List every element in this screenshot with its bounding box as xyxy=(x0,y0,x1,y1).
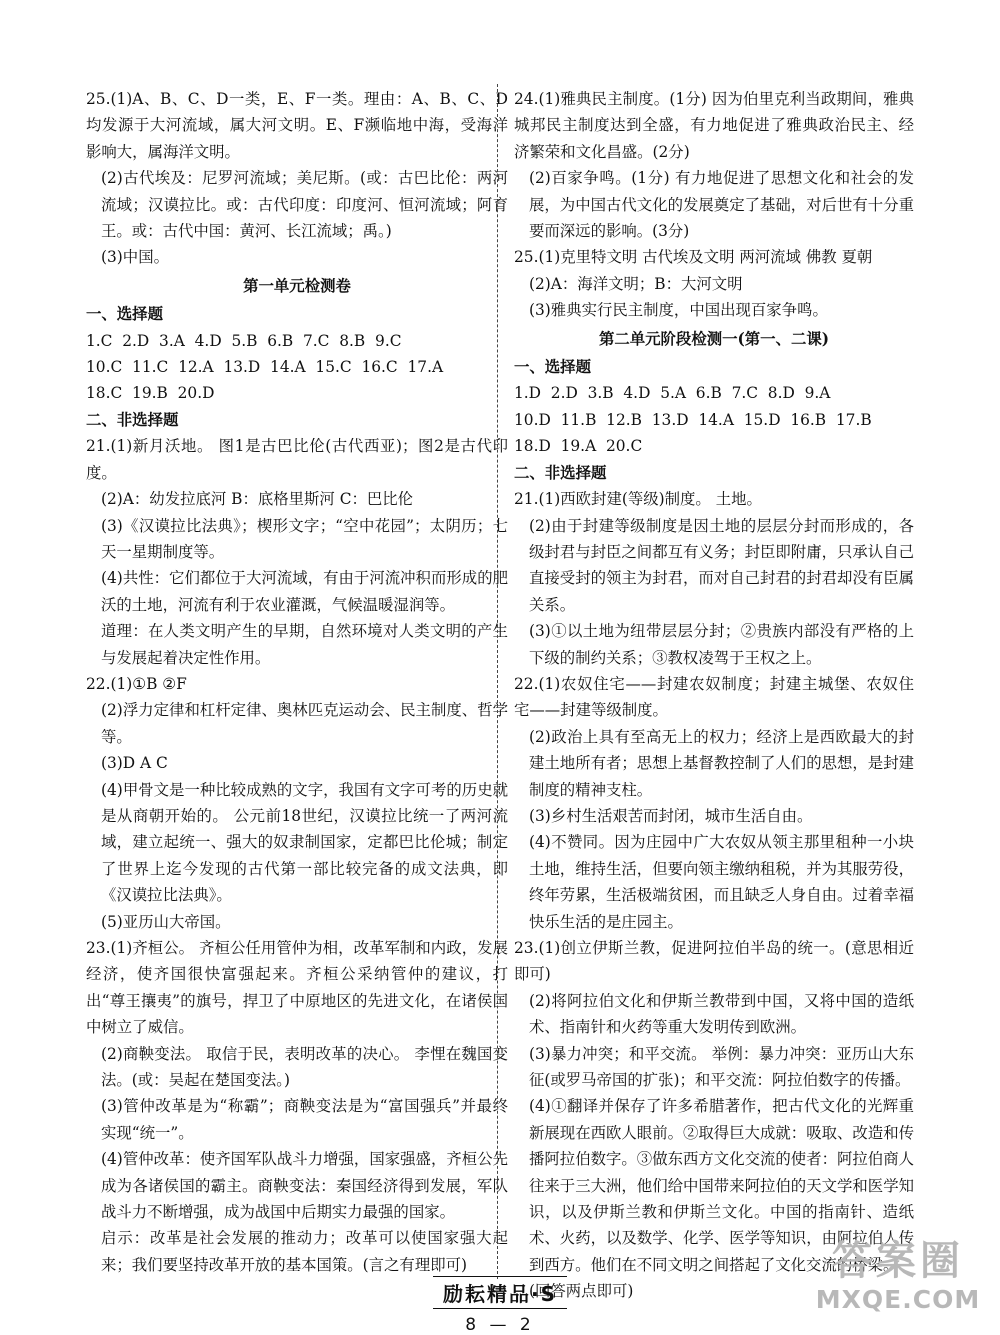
r-q23-part2: (2)将阿拉伯文化和伊斯兰教带到中国，又将中国的造纸术、指南针和火药等重大发明传到欧洲。 xyxy=(529,991,914,1037)
unit2-title: 第二单元阶段检测一(第一、二课) xyxy=(598,329,830,348)
watermark-url: MXQE.COM xyxy=(815,1285,981,1314)
r-q21-part2: (2)由于封建等级制度是因土地的层层分封而形成的，各级封君与封臣之间都互有义务；封臣即附庸，只承认自己直接受封的领主为封君，而对自己封君的封君却没有臣属关系。 xyxy=(529,516,914,614)
q22-part3: (3)D A C xyxy=(101,754,168,773)
r-q22-part1: 22.(1)农奴住宅——封建农奴制度；封建主城堡、农奴住宅——封建等级制度。 xyxy=(514,674,914,720)
q23-part3: (3)管仲改革是为“称霸”；商鞅变法是为“富国强兵”并最终实现“统一”。 xyxy=(101,1097,508,1142)
q21-part2: (2)A：幼发拉底河 B：底格里斯河 C：巴比伦 xyxy=(101,490,414,509)
q23-part4: (4)管仲改革：使齐国军队战斗力增强，国家强盛，齐桓公先成为各诸侯国的霸主。商鞅变法：秦国经济得到发展，军队战斗力不断增强，成为战国中后期实力最强的国家。 xyxy=(101,1150,508,1222)
r-q23-part3: (3)暴力冲突；和平交流。 举例：暴力冲突：亚历山大东征(或罗马帝国的扩张)；和平交流：阿拉伯数字的传播。 xyxy=(529,1044,914,1090)
left-column xyxy=(86,86,508,1278)
r-q23-part1: 23.(1)创立伊斯兰教，促进阿拉伯半岛的统一。(意思相近即可) xyxy=(514,939,914,984)
r-choice-row-2: 10.D 11.B 12.B 13.D 14.A 15.D 16.B 17.B xyxy=(514,410,872,429)
page-number: 8 — 2 xyxy=(465,1315,535,1335)
q23-part2: (2)商鞅变法。 取信于民，表明改革的决心。 李悝在魏国变法。(或：吴起在楚国变法。) xyxy=(101,1044,508,1090)
r-q25-part3: (3)雅典实行民主制度，中国出现百家争鸣。 xyxy=(529,301,828,320)
r-q22-part4: (4)不赞同。因为庄园中广大农奴从领主那里租种一小块土地，维持生活，但要向领主缴纳租税，并为其服劳役，终年劳累，生活极端贫困，而且缺乏人身自由。过着幸福快乐生活的是庄园主。 xyxy=(529,833,914,931)
brand-logo: 励耘精品·S xyxy=(433,1276,567,1309)
q24-part2: (2)百家争鸣。(1分) 有力地促进了思想文化和社会的发展，为中国古代文化的发展奠定了基础，对后世有十分重要而深远的影响。(3分) xyxy=(529,169,914,241)
nonchoice-section-heading: 二、非选择题 xyxy=(86,410,179,429)
q22-part5: (5)亚历山大帝国。 xyxy=(101,912,231,931)
r-q25-part2: (2)A：海洋文明；B：大河文明 xyxy=(529,274,743,293)
q25-part2: (2)古代埃及：尼罗河流域；美尼斯。(或：古巴比伦：两河流域；汉谟拉比。或：古代印度：印度河、恒河流域；阿育王。或：古代中国：黄河、长江流域；禹。) xyxy=(101,169,508,241)
r-q21-part3: (3)①以土地为纽带层层分封；②贵族内部没有严格的上下级的制约关系；③教权凌驾于王权之上。 xyxy=(529,622,914,667)
r-q22-part3: (3)乡村生活艰苦而封闭，城市生活自由。 xyxy=(529,806,813,825)
right-column xyxy=(514,86,914,1305)
q25-part3: (3)中国。 xyxy=(101,248,169,267)
q22-part4: (4)甲骨文是一种比较成熟的文字，我国有文字可考的历史就是从商朝开始的。 公元前18世纪，汉谟拉比统一了两河流域，建立起统一、强大的奴隶制国家，定都巴比伦城；制定了世界上迄今发现的古代第一部比较完备的成文法典，即《汉谟拉比法典》。 xyxy=(101,780,508,905)
q25-part1: 25.(1)A、B、C、D一类，E、F一类。理由：A、B、C、D均发源于大河流域，属大河文明。E、F濒临地中海，受海洋影响大，属海洋文明。 xyxy=(86,90,508,161)
r-q25-part1: 25.(1)克里特文明 古代埃及文明 两河流域 佛教 夏朝 xyxy=(514,248,873,267)
r-choice-row-1: 1.D 2.D 3.B 4.D 5.A 6.B 7.C 8.D 9.A xyxy=(514,384,831,403)
watermark xyxy=(814,1237,982,1323)
r-q23-note: (回答两点即可) xyxy=(529,1282,634,1301)
q21-part3: (3)《汉谟拉比法典》；楔形文字；“空中花园”；太阴历；七天一星期制度等。 xyxy=(101,516,508,561)
q21-part1: 21.(1)新月沃地。 图1是古巴比伦(古代西亚)；图2是古代印度。 xyxy=(86,437,508,482)
q22-part1: 22.(1)①B ②F xyxy=(86,674,187,693)
q23-insight: 启示：改革是社会发展的推动力；改革可以使国家强大起来；我们要坚持改革开放的基本国策。(言之有理即可) xyxy=(101,1229,508,1274)
q21-reason: 道理：在人类文明产生的早期，自然环境对人类文明的产生与发展起着决定性作用。 xyxy=(101,622,508,667)
r-q23-part4: (4)①翻译并保存了许多希腊著作，把古代文化的光辉重新展现在西欧人眼前。②取得巨大成就：吸取、改造和传播阿拉伯数字。③做东西方文化交流的使者：阿拉伯商人往来于三大洲，他们给中国带来阿拉伯的天文学和医学知识，以及伊斯兰教和伊斯兰文化。中国的指南针、造纸术、火药，以及数学、化学、医学等知识，由阿拉伯人传到西方。他们在不同文明之间搭起了文化交流的桥梁。 xyxy=(529,1097,914,1274)
choice-row-2: 10.C 11.C 12.A 13.D 14.A 15.C 16.C 17.A xyxy=(86,358,444,377)
r-choice-section-heading: 一、选择题 xyxy=(514,358,591,377)
q24-part1: 24.(1)雅典民主制度。(1分) 因为伯里克利当政期间，雅典城邦民主制度达到全盛，有力地促进了雅典政治民主、经济繁荣和文化昌盛。(2分) xyxy=(514,90,914,161)
column-divider xyxy=(497,84,498,1279)
unit1-title: 第一单元检测卷 xyxy=(243,276,351,295)
r-q22-part2: (2)政治上具有至高无上的权力；经济上是西欧最大的封建土地所有者；思想上基督教控制了人们的思想，是封建制度的精神支柱。 xyxy=(529,727,914,799)
q21-part4: (4)共性：它们都位于大河流域，有由于河流冲积而形成的肥沃的土地，河流有利于农业灌溉，气候温暖湿润等。 xyxy=(101,569,508,614)
r-choice-row-3: 18.D 19.A 20.C xyxy=(514,437,643,456)
q22-part2: (2)浮力定律和杠杆定律、奥林匹克运动会、民主制度、哲学等。 xyxy=(101,701,508,746)
choice-section-heading: 一、选择题 xyxy=(86,305,163,324)
r-nonchoice-section-heading: 二、非选择题 xyxy=(514,463,607,482)
r-q21-part1: 21.(1)西欧封建(等级)制度。 土地。 xyxy=(514,490,762,509)
q23-part1: 23.(1)齐桓公。 齐桓公任用管仲为相，改革军制和内政，发展经济，使齐国很快富强起来。齐桓公采纳管仲的建议，打出“尊王攘夷”的旗号，捍卫了中原地区的先进文化，在诸侯国中树立了威信。 xyxy=(86,939,508,1037)
choice-row-3: 18.C 19.B 20.D xyxy=(86,384,215,403)
watermark-logo: 答案圈 xyxy=(832,1238,964,1284)
choice-row-1: 1.C 2.D 3.A 4.D 5.B 6.B 7.C 8.B 9.C xyxy=(86,331,402,350)
